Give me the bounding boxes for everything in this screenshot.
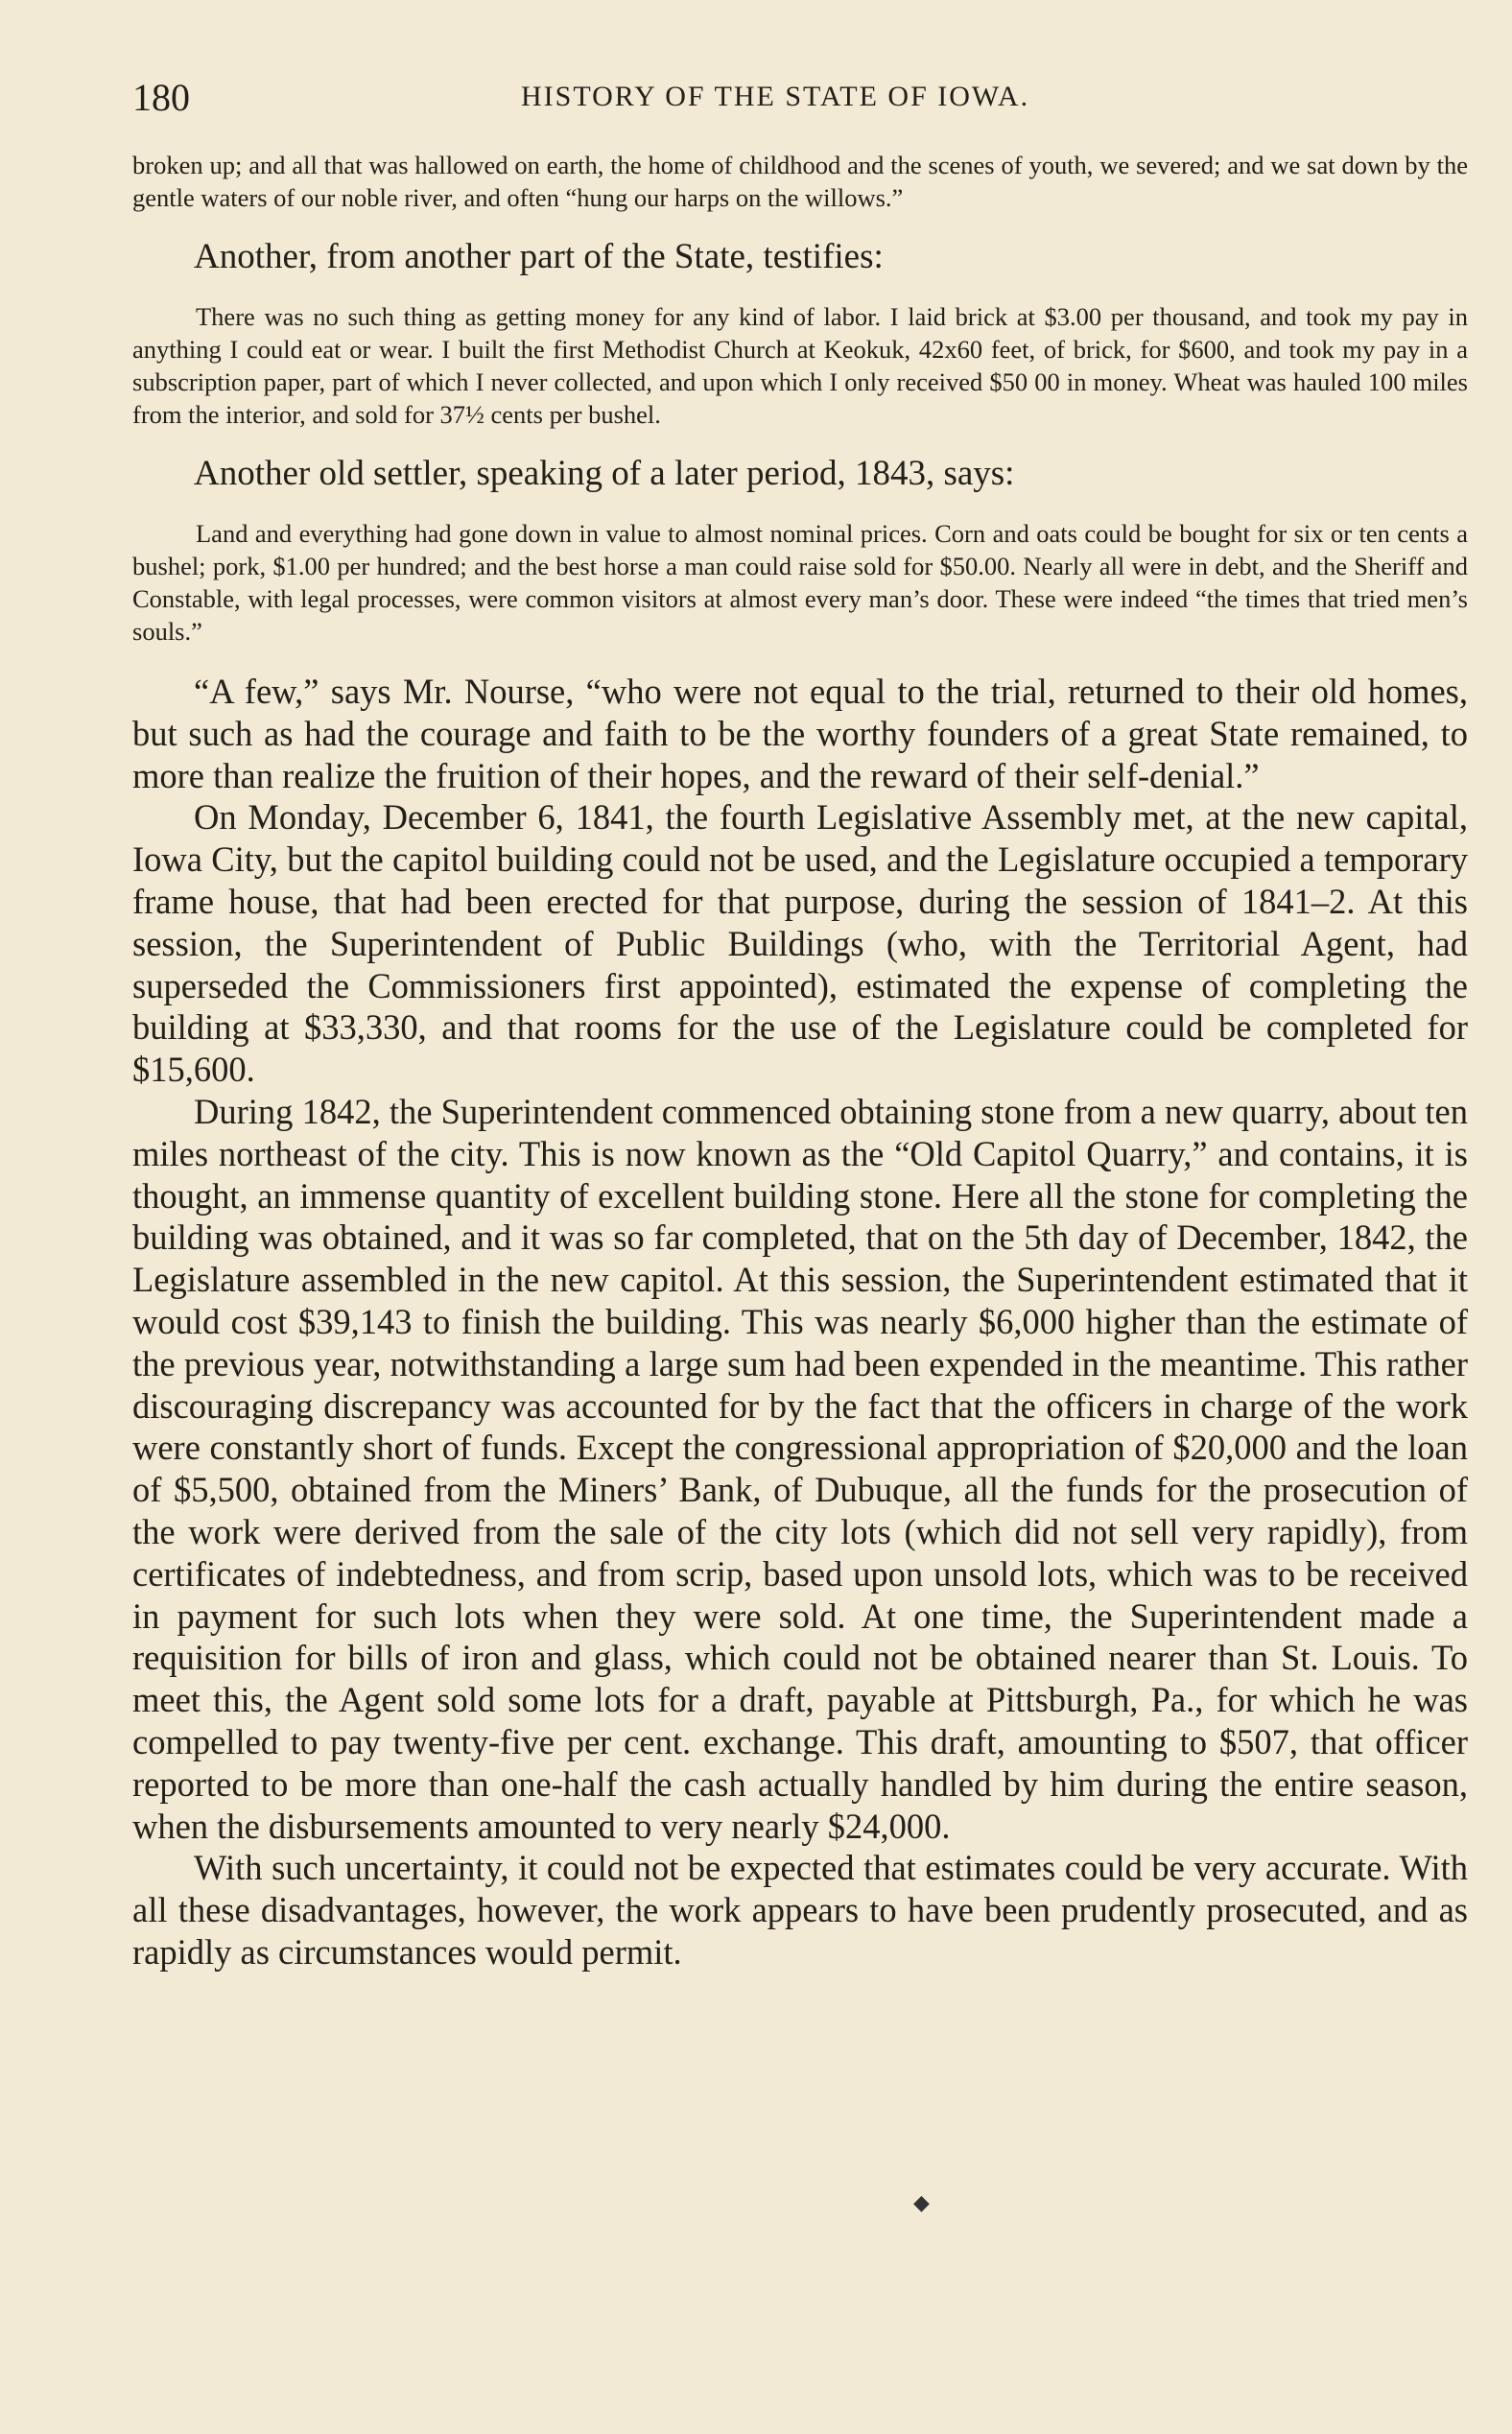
quote-block-2: Land and everything had gone down in value to almost nominal prices. Corn and oats could be bought for six or ten cents a bushel; pork, $1.00 per hundred; and the best horse a man could raise sold for $50.00. Nearly all were in debt, and the Sheriff and Constable, with legal processes, were common visitors at almost every man’s door. These were indeed “the times that tried men’s souls.” (132, 519, 1468, 646)
page-header (132, 75, 1476, 123)
page-number: 180 (132, 76, 190, 119)
intro-line-2: Another old settler, speaking of a later period, 1843, says: (194, 454, 1015, 493)
ink-mark-icon: ◆ (913, 2190, 930, 2214)
body-paragraph-3: During 1842, the Superintendent commenced obtaining stone from a new quarry, about ten miles northeast of the city. This is now known as the “Old Capitol Quarry,” and contains, it is thought, an immense quantity of excellent building stone. Here all the stone for completing the building was obtained, and it was so far completed, that on the 5th day of December, 1842, the Legislature assembled in the new capitol. At this session, the Superintendent estimated that it would cost $39,143 to finish the building. This was nearly $6,000 higher than the estimate of the previous year, notwithstanding a large sum had been expended in the meantime. This rather discouraging discrepancy was accounted for by the fact that the officers in charge of the work were constantly short of funds. Except the congressional appropriation of $20,000 and the loan of $5,500, obtained from the Miners’ Bank, of Dubuque, all the funds for the prosecution of the work were derived from the sale of the city lots (which did not sell very rapidly), from certificates of indebtedness, and from scrip, based upon unsold lots, which was to be received in payment for such lots when they were sold. At one time, the Superintendent made a requisition for bills of iron and glass, which could not be obtained nearer than St. Louis. To meet this, the Agent sold some lots for a draft, payable at Pittsburgh, Pa., for which he was compelled to pay twenty-five per cent. exchange. This draft, amounting to $507, that officer reported to be more than one-half the cash actually handled by him during the entire season, when the disbursements amounted to very nearly $24,000. (132, 1091, 1468, 1846)
continued-quote-paragraph: broken up; and all that was hallowed on earth, the home of childhood and the scenes of youth, we severed; and we sat down by the gentle waters of our noble river, and often “hung our harps on the willows.” (132, 151, 1468, 212)
page-body (132, 149, 1468, 1973)
body-paragraph-1: “A few,” says Mr. Nourse, “who were not equal to the trial, returned to their old homes, but such as had the courage and faith to be the worthy founders of a great State remained, to more than realize the fruition of their hopes, and the reward of their self-denial.” (132, 672, 1468, 795)
running-title: HISTORY OF THE STATE OF IOWA. (521, 81, 1030, 112)
intro-line-1: Another, from another part of the State, testifies: (194, 237, 884, 276)
quote-block-1: There was no such thing as getting money for any kind of labor. I laid brick at $3.00 per thousand, and took my pay in anything I could eat or wear. I built the first Methodist Church at Keokuk, 42x60 feet, of brick, for $600, and took my pay in a subscription paper, part of which I never collected, and upon which I only received $50 00 in money. Wheat was hauled 100 miles from the interior, and sold for 37½ cents per bushel. (132, 302, 1468, 429)
body-paragraph-4: With such uncertainty, it could not be expected that estimates could be very accurate. With all these disadvantages, however, the work appears to have been prudently prosecuted, and as rapidly as circumstances would permit. (132, 1848, 1468, 1972)
body-paragraph-2: On Monday, December 6, 1841, the fourth Legislative Assembly met, at the new capital, Iowa City, but the capitol building could not be used, and the Legislature occupied a temporary frame house, that had been erected for that purpose, during the session of 1841–2. At this session, the Superintendent of Public Buildings (who, with the Territorial Agent, had superseded the Commissioners first appointed), estimated the expense of completing the building at $33,330, and that rooms for the use of the Legislature could be completed for $15,600. (132, 797, 1468, 1090)
